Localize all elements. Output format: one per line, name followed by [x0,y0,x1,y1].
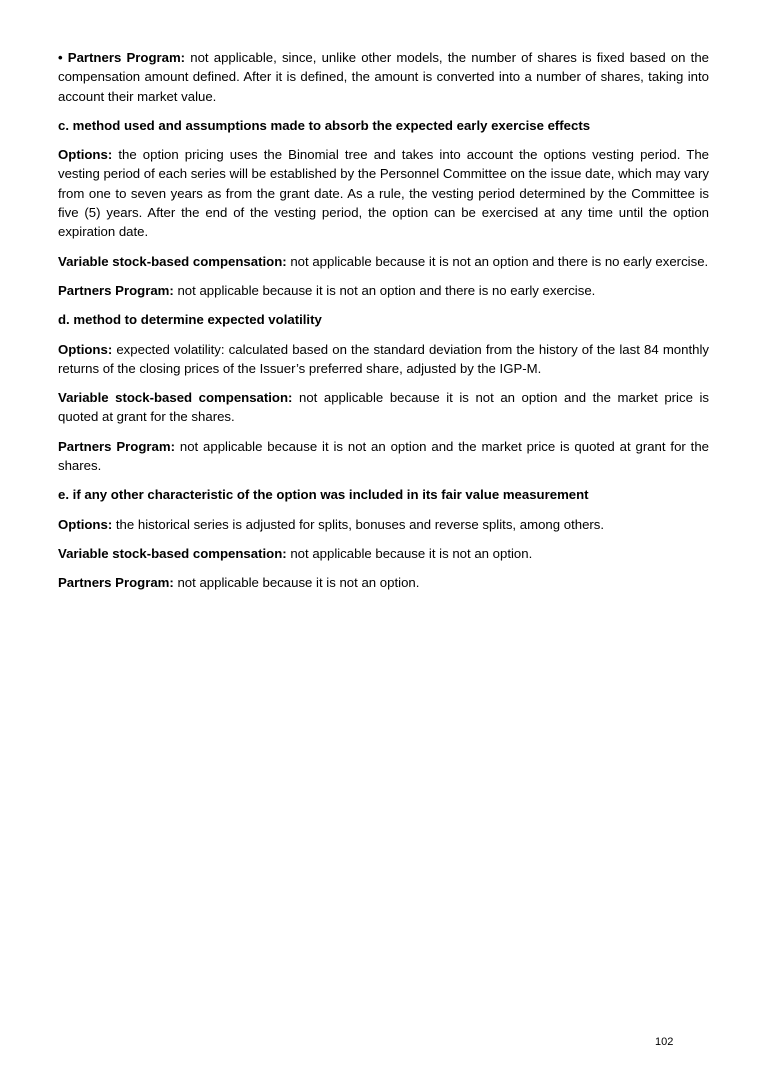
partners-program-early-exercise-paragraph [58,281,709,300]
paragraph-text: not applicable, since, unlike other models, the number of shares is fixed based on the compensation amount defined. After it is defined, the amount is converted into a number of shares, taking into account their market value. [58,50,709,104]
paragraph-lead: • Partners Program: [58,50,186,65]
variable-compensation-early-exercise-paragraph [58,252,709,271]
paragraph-text: not applicable because it is not an option. [173,575,420,591]
paragraph-lead: Partners Program: [58,438,175,454]
partners-program-volatility-paragraph [58,437,709,476]
paragraph-text: not applicable because it is not an option and there is no early exercise. [173,282,596,298]
options-early-exercise-paragraph [58,145,709,241]
paragraph-text: not applicable because it is not an option and there is no early exercise. [286,253,709,269]
options-fair-value-paragraph [58,515,709,534]
partners-program-shares-paragraph [58,48,709,106]
section-heading-c: c. method used and assumptions made to absorb the expected early exercise effects [58,117,591,133]
variable-compensation-volatility-paragraph [58,388,709,427]
paragraph-lead: Partners Program: [58,575,174,591]
page-number: 102 [655,1036,674,1048]
paragraph-text: not applicable because it is not an option. [286,545,533,561]
partners-program-fair-value-paragraph [58,573,709,592]
paragraph-lead: Options: [58,341,113,357]
options-volatility-paragraph [58,340,709,379]
paragraph-lead: Options: [58,516,113,532]
paragraph-text: not applicable because it is not an option and the market price is quoted at grant for the shares. [58,390,709,425]
paragraph-text: the historical series is adjusted for splits, bonuses and reverse splits, among others. [112,516,605,532]
variable-compensation-fair-value-paragraph [58,544,709,563]
section-heading-e: e. if any other characteristic of the option was included in its fair value measurement [58,487,589,503]
paragraph-lead: Partners Program: [58,282,174,298]
paragraph-lead: Variable stock-based compensation: [58,545,287,561]
paragraph-lead: Options: [58,147,113,163]
document-body [58,48,709,603]
paragraph-text: expected volatility: calculated based on the standard deviation from the history of the last 84 monthly returns of the closing prices of the Issuer’s preferred share, adjusted by the IGP-M. [58,341,709,376]
paragraph-text: the option pricing uses the Binomial tree and takes into account the options vesting period. The vesting period of each series will be established by the Personnel Committee on the issue date, which may vary from one to seven years as from the grant date. As a rule, the vesting period determined by the Committee is five (5) years. After the end of the vesting period, the option can be exercised at any time until the option expiration date. [58,147,709,240]
paragraph-lead: Variable stock-based compensation: [58,253,287,269]
paragraph-lead: Variable stock-based compensation: [58,390,293,406]
section-heading-d: d. method to determine expected volatility [58,312,322,328]
paragraph-text: not applicable because it is not an option and the market price is quoted at grant for the shares. [58,438,709,474]
